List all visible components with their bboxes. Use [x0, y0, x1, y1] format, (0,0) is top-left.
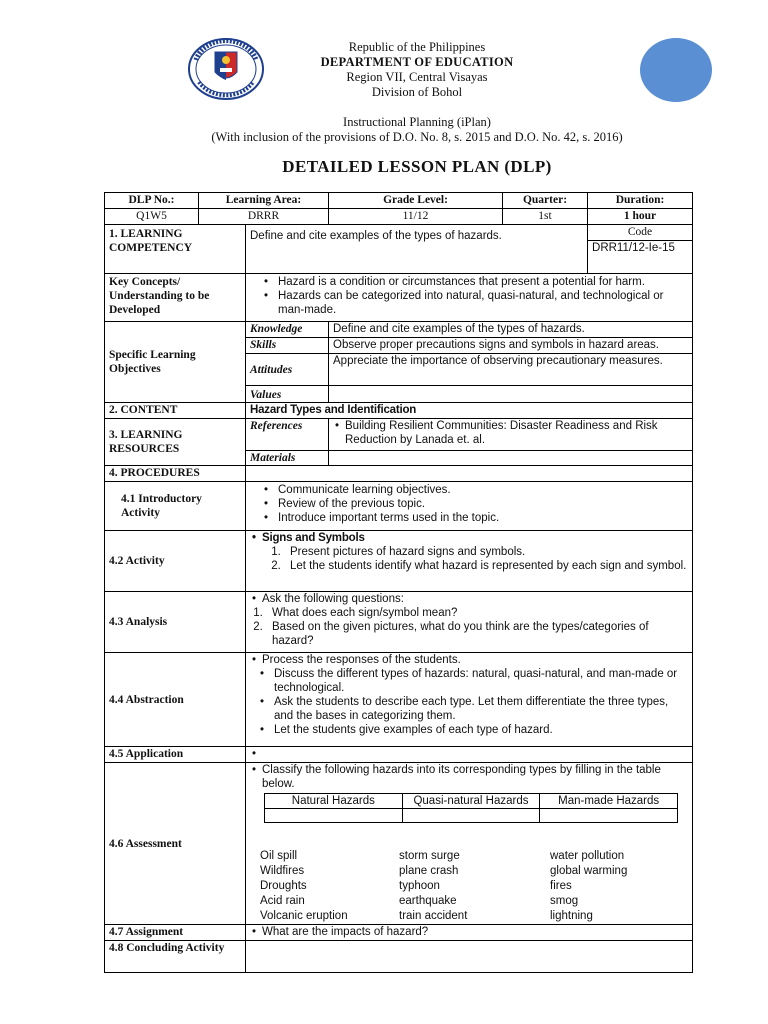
hazard-table-cell[interactable] [540, 809, 678, 823]
list-item: 2. Let the students identify what hazard is represented by each sign and symbol. [284, 559, 688, 573]
assessment-label: 4.6 Assessment [105, 763, 246, 925]
info-header-row [105, 193, 693, 209]
assignment-label: 4.7 Assignment [105, 925, 246, 941]
analysis-label: 4.3 Analysis [105, 592, 246, 653]
content-text: Hazard Types and Identification [246, 403, 693, 419]
list-item: • What are the impacts of hazard? [252, 925, 688, 939]
objective-text [329, 386, 693, 403]
document-title: DETAILED LESSON PLAN (DLP) [282, 157, 552, 176]
content-label: 2. CONTENT [105, 403, 246, 419]
intro-activity-list [250, 483, 688, 525]
list-item: • Ask the following questions: [252, 592, 688, 606]
key-concepts-list [250, 275, 688, 317]
procedures-row [105, 466, 693, 482]
procedures-label: 4. PROCEDURES [105, 466, 246, 482]
objective-name: Skills [246, 338, 329, 354]
info-header-quarter: Quarter: [503, 193, 588, 209]
hazard-word: water pollution [550, 850, 625, 862]
hazard-table-cell[interactable] [402, 809, 540, 823]
hazard-word: typhoon [399, 880, 440, 892]
hazard-table-cell[interactable] [265, 809, 403, 823]
objectives-label: Specific Learning Objectives [105, 322, 246, 403]
key-concepts-label: Key Concepts/ Understanding to be Developed [105, 274, 246, 322]
hazard-table-header: Man-made Hazards [540, 794, 678, 809]
hazard-word: lightning [550, 910, 593, 922]
republic-text: Republic of the Philippines [348, 40, 486, 54]
list-item: • Review of the previous topic. [264, 497, 688, 511]
info-value-grade: 11/12 [329, 209, 503, 225]
intro-activity-row [105, 482, 693, 531]
list-item: 2. Based on the given pictures, what do you think are the types/categories of hazard? [266, 620, 688, 648]
intro-activity-label: 4.1 Introductory Activity [105, 482, 246, 531]
list-item: • Ask the students to describe each type. Let them differentiate the three types, and the bases in categorizing them. [260, 695, 688, 723]
analysis-intro-list [246, 592, 688, 606]
abstraction-list [246, 667, 688, 737]
materials-text [329, 451, 693, 466]
division-text: Division of Bohol [371, 85, 463, 99]
abstraction-intro-list [246, 653, 688, 667]
competency-label: 1. LEARNING COMPETENCY [105, 225, 246, 274]
competency-row [105, 225, 693, 241]
hazard-word: smog [550, 895, 579, 907]
lesson-plan-table [104, 192, 693, 973]
agency-header [0, 40, 768, 100]
iplan-title: Instructional Planning (iPlan) [343, 115, 491, 129]
list-item: • Communicate learning objectives. [264, 483, 688, 497]
list-item [260, 894, 688, 909]
assignment-row [105, 925, 693, 941]
hazard-word: train accident [399, 910, 468, 922]
objective-text: Observe proper precautions signs and symbols in hazard areas. [329, 338, 693, 354]
list-item: • Hazard is a condition or circumstances that present a potential for harm. [264, 275, 688, 289]
info-value-quarter: 1st [503, 209, 588, 225]
info-value-area: DRRR [199, 209, 329, 225]
activity-steps [246, 545, 688, 573]
activity-label: 4.2 Activity [105, 531, 246, 592]
region-text: Region VII, Central Visayas [346, 70, 488, 84]
analysis-questions [246, 606, 688, 648]
hazard-word: global warming [550, 865, 628, 877]
info-header-dlp: DLP No.: [105, 193, 199, 209]
info-value-dlp: Q1W5 [105, 209, 199, 225]
hazard-word: fires [550, 880, 572, 892]
list-item: • Signs and Symbols [252, 531, 688, 545]
hazard-word: earthquake [399, 895, 457, 907]
hazard-table-header: Natural Hazards [265, 794, 403, 809]
info-header-area: Learning Area: [199, 193, 329, 209]
objective-row-knowledge [105, 322, 693, 338]
department-text: DEPARTMENT OF EDUCATION [320, 55, 514, 69]
list-item [260, 849, 688, 864]
list-item [260, 879, 688, 894]
list-item [260, 909, 688, 924]
objective-name: Knowledge [246, 322, 329, 338]
abstraction-row [105, 653, 693, 747]
concluding-label: 4.8 Concluding Activity [105, 941, 246, 973]
hazard-table-header: Quasi-natural Hazards [402, 794, 540, 809]
content-row [105, 403, 693, 419]
assessment-instruction-list [246, 763, 688, 791]
application-label: 4.5 Application [105, 747, 246, 763]
list-item [260, 864, 688, 879]
concluding-row [105, 941, 693, 973]
list-item: • Process the responses of the students. [252, 653, 688, 667]
info-value-row [105, 209, 693, 225]
activity-heading-list [246, 531, 688, 545]
list-item: • Introduce important terms used in the topic. [264, 511, 688, 525]
analysis-row [105, 592, 693, 653]
hazard-word: Oil spill [260, 850, 298, 862]
info-header-grade: Grade Level: [329, 193, 503, 209]
list-item: • Let the students give examples of each type of hazard. [260, 723, 688, 737]
references-row [105, 419, 693, 451]
activity-row [105, 531, 693, 592]
hazard-word: Acid rain [260, 895, 305, 907]
objective-text: Appreciate the importance of observing precautionary measures. [329, 354, 693, 386]
list-item: 1. What does each sign/symbol mean? [266, 606, 688, 620]
competency-text: Define and cite examples of the types of hazards. [246, 225, 588, 274]
competency-code: DRR11/12-Ie-15 [588, 241, 693, 274]
hazard-word: Volcanic eruption [260, 910, 348, 922]
application-row [105, 747, 693, 763]
concluding-text [246, 941, 693, 973]
hazard-word: Wildfires [260, 865, 305, 877]
objective-text: Define and cite examples of the types of hazards. [329, 322, 693, 338]
list-item: • Hazards can be categorized into natural, quasi-natural, and technological or man-made. [264, 289, 688, 317]
hazard-word: Droughts [260, 880, 307, 892]
resources-label: 3. LEARNING RESOURCES [105, 419, 246, 466]
hazard-word-list [260, 849, 688, 924]
references-label: References [246, 419, 329, 451]
hazard-word: plane crash [399, 865, 459, 877]
code-label: Code [588, 225, 693, 241]
materials-label: Materials [246, 451, 329, 466]
objective-name: Attitudes [246, 354, 329, 386]
abstraction-label: 4.4 Abstraction [105, 653, 246, 747]
list-item: • Building Resilient Communities: Disaster Readiness and Risk Reduction by Lanada et. al. [335, 419, 688, 447]
objective-name: Values [246, 386, 329, 403]
hazard-word: storm surge [399, 850, 460, 862]
assessment-row [105, 763, 693, 925]
list-item: • Discuss the different types of hazards: natural, quasi-natural, and man-made or technological. [260, 667, 688, 695]
list-item: • Classify the following hazards into its corresponding types by filling in the table below. [252, 763, 688, 791]
iplan-inclusion: (With inclusion of the provisions of D.O. No. 8, s. 2015 and D.O. No. 42, s. 2016) [211, 130, 623, 144]
key-concepts-row [105, 274, 693, 322]
assignment-list [246, 925, 688, 939]
info-header-duration: Duration: [588, 193, 693, 209]
hazard-classification-table [264, 793, 678, 823]
list-item: 1. Present pictures of hazard signs and symbols. [284, 545, 688, 559]
references-list [329, 419, 688, 447]
iplan-header [0, 115, 768, 145]
info-value-duration: 1 hour [588, 209, 693, 225]
